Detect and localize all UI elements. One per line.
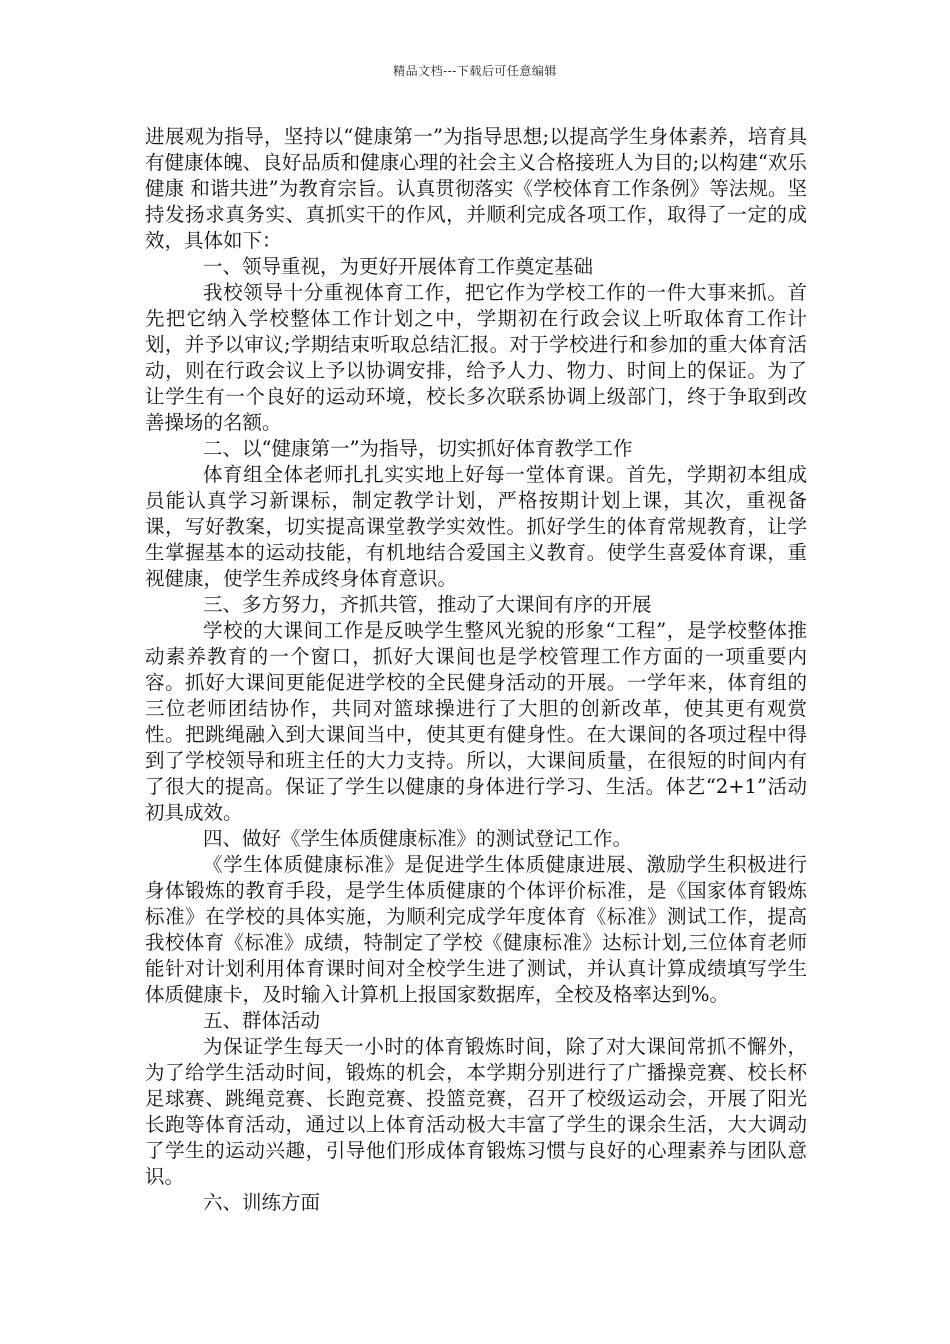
section-heading-5: 五、群体活动 bbox=[203, 1009, 321, 1032]
section-heading-3: 三、多方努力，齐抓共管，推动了大课间有序的开展 bbox=[203, 593, 652, 616]
section-body-2: 体育组全体老师扎扎实实地上好每一堂体育课。首先，学期初本组成员能认真学习新课标，制定教学计划，严格按期计划上课，其次，重视备课，写好教案，切实提高课堂教学实效性。抓好学生的体育常规教育，让学生掌握基本的运动技能，有机地结合爱国主义教育。使学生喜爱体育课，重视健康，使学生养成终身体育意识。 bbox=[145, 463, 807, 590]
section-heading-4: 四、做好《学生体质健康标准》的测试登记工作。 bbox=[203, 827, 633, 850]
section-heading-2: 二、以“健康第一”为指导，切实抓好体育教学工作 bbox=[203, 437, 633, 460]
section-heading-6: 六、训练方面 bbox=[203, 1191, 321, 1214]
section-body-4: 《学生体质健康标准》是促进学生体质健康进展、激励学生积极进行身体锻炼的教育手段，是学生体质健康的个体评价标准，是《国家体育锻炼标准》在学校的具体实施，为顺利完成学年度体育《标准》测试工作，提高我校体育《标准》成绩，特制定了学校《健康标准》达标计划,三位体育老师能针对计划利用体育课时间对全校学生进了测试，并认真计算成绩填写学生体质健康卡，及时输入计算机上报国家数据库，全校及格率达到%。 bbox=[145, 853, 807, 1006]
intro-paragraph: 进展观为指导，坚持以“健康第一”为指导思想;以提高学生身体素养，培育具有健康体魄、良好品质和健康心理的社会主义合格接班人为目的;以构建“欢乐健康 和谐共进”为教育宗旨。认真贯彻落实《学校体育工作条例》等法规。坚持发扬求真务实、真抓实干的作风，并顺利完成各项工作，取得了一定的成效，具体如下： bbox=[145, 125, 807, 252]
section-body-1: 我校领导十分重视体育工作，把它作为学校工作的一件大事来抓。首先把它纳入学校整体工作计划之中，学期初在行政会议上听取体育工作计划，并予以审议;学期结束听取总结汇报。对于学校进行和参加的重大体育活动，则在行政会议上予以协调安排，给予人力、物力、时间上的保证。为了让学生有一个良好的运动环境，校长多次联系协调上级部门，终于争取到改善操场的名额。 bbox=[145, 281, 807, 434]
document-body bbox=[145, 124, 807, 1216]
section-body-3: 学校的大课间工作是反映学生整风光貌的形象“工程”，是学校整体推动素养教育的一个窗口，抓好大课间也是学校管理工作方面的一项重要内容。抓好大课间更能促进学校的全民健身活动的开展。一学年来，体育组的三位老师团结协作，共同对篮球操进行了大胆的创新改革，使其更有观赏性。把跳绳融入到大课间当中，使其更有健身性。在大课间的各项过程中得到了学校领导和班主任的大力支持。所以，大课间质量，在很短的时间内有了很大的提高。保证了学生以健康的身体进行学习、生活。体艺“2+1”活动初具成效。 bbox=[145, 619, 807, 824]
section-body-5: 为保证学生每天一小时的体育锻炼时间，除了对大课间常抓不懈外，为了给学生活动时间，锻炼的机会，本学期分别进行了广播操竞赛、校长杯足球赛、跳绳竞赛、长跑竞赛、投篮竞赛，召开了校级运动会，开展了阳光长跑等体育活动，通过以上体育活动极大丰富了学生的课余生活，大大调动了学生的运动兴趣，引导他们形成体育锻炼习惯与良好的心理素养与团队意识。 bbox=[145, 1035, 807, 1188]
page-header: 精品文档---下载后可任意编辑 bbox=[393, 64, 557, 78]
section-heading-1: 一、领导重视，为更好开展体育工作奠定基础 bbox=[203, 255, 594, 278]
